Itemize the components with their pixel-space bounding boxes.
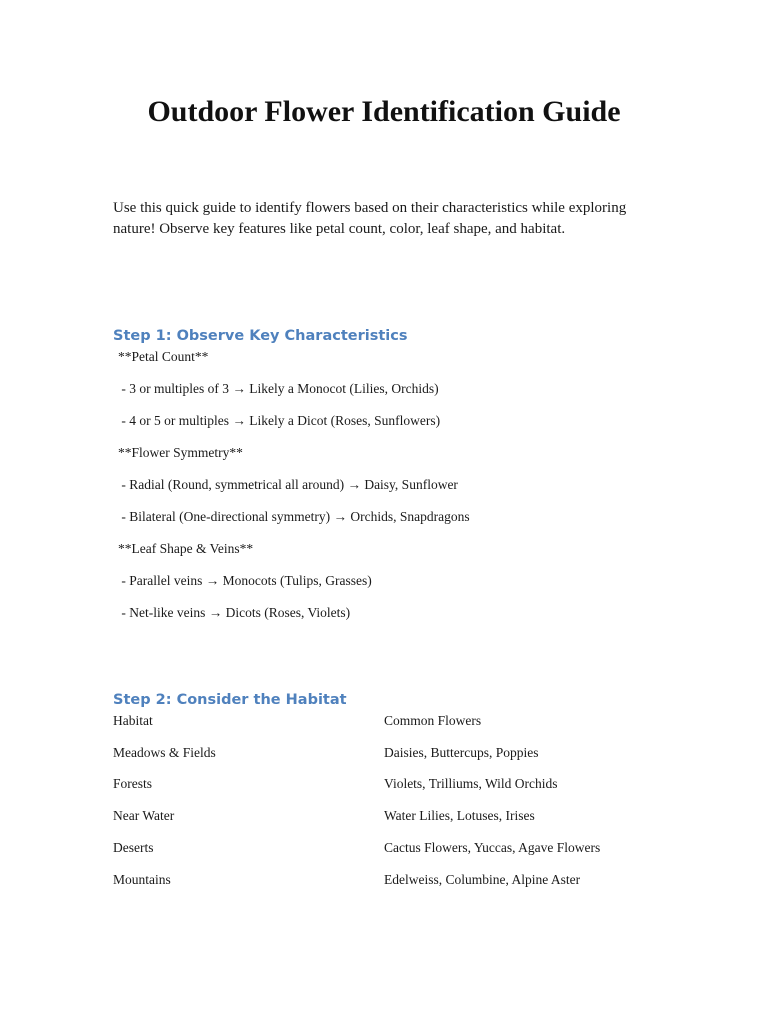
step1-line-monocot: - 3 or multiples of 3 → Likely a Monocot (Lilies, Orchids) (118, 381, 439, 396)
table-cell-flowers: Violets, Trilliums, Wild Orchids (384, 776, 558, 791)
table-cell-habitat: Forests (113, 776, 153, 791)
document-title: Outdoor Flower Identification Guide (147, 95, 621, 128)
table-cell-flowers: Edelweiss, Columbine, Alpine Aster (384, 872, 581, 887)
table-header-habitat: Habitat (113, 713, 153, 728)
intro-paragraph: Use this quick guide to identify flowers based on their characteristics while exploring nature! Observe key features like petal count, color, leaf shape, and habitat. (113, 200, 627, 237)
step1-line-petal-count-heading: **Petal Count** (118, 349, 209, 364)
step1-line-symmetry-heading: **Flower Symmetry** (118, 445, 243, 460)
step2-heading: Step 2: Consider the Habitat (113, 692, 347, 708)
table-cell-flowers: Daisies, Buttercups, Poppies (384, 745, 539, 760)
table-cell-flowers: Water Lilies, Lotuses, Irises (384, 808, 535, 823)
table-cell-habitat: Near Water (113, 808, 175, 823)
step1-line-net-veins: - Net-like veins → Dicots (Roses, Violets) (118, 605, 351, 620)
step1-line-parallel-veins: - Parallel veins → Monocots (Tulips, Grasses) (118, 573, 372, 588)
table-cell-habitat: Mountains (113, 872, 171, 887)
step1-line-leaf-heading: **Leaf Shape & Veins** (118, 541, 254, 556)
table-cell-habitat: Deserts (113, 840, 154, 855)
step1-line-bilateral: - Bilateral (One-directional symmetry) → Orchids, Snapdragons (118, 509, 470, 524)
step1-line-radial: - Radial (Round, symmetrical all around) → Daisy, Sunflower (118, 477, 458, 492)
step1-line-dicot: - 4 or 5 or multiples → Likely a Dicot (Roses, Sunflowers) (118, 413, 441, 428)
table-cell-habitat: Meadows & Fields (113, 745, 216, 760)
table-cell-flowers: Cactus Flowers, Yuccas, Agave Flowers (384, 840, 601, 855)
step1-heading: Step 1: Observe Key Characteristics (113, 328, 408, 344)
table-header-common-flowers: Common Flowers (384, 713, 482, 728)
